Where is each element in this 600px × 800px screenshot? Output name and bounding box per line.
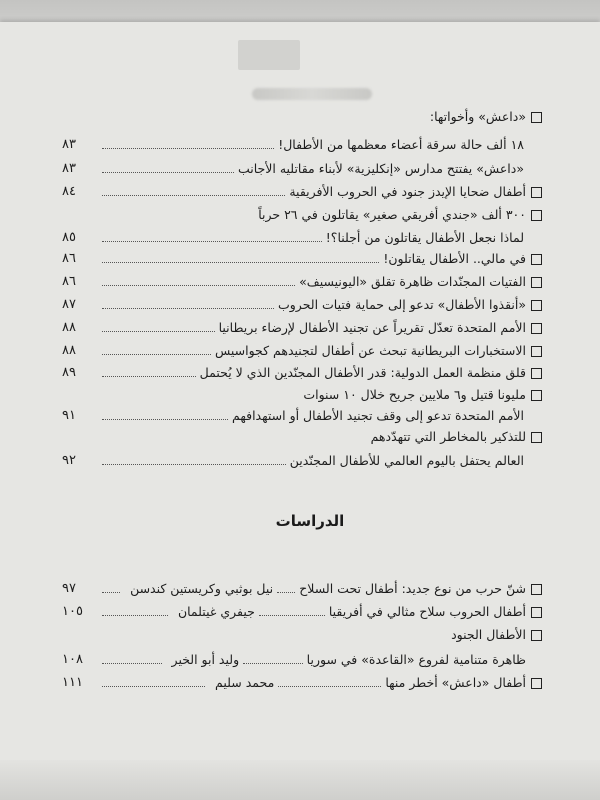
- page-number: ٨٥: [62, 230, 76, 245]
- dotted-leader: [102, 194, 285, 196]
- dotted-leader: [102, 240, 322, 242]
- toc-main-entry: [62, 319, 542, 337]
- checkbox-icon: [531, 112, 542, 123]
- entry-title: أطفال الحروب سلاح مثالي في أفريقيا: [328, 604, 526, 619]
- toc-main-entry: [62, 407, 542, 425]
- checkbox-icon: [531, 187, 542, 198]
- dotted-leader: [278, 685, 381, 687]
- checkbox-icon: [531, 456, 542, 467]
- entry-title: الفتيات المجنّدات ظاهرة تقلق «اليونيسيف»: [299, 274, 526, 289]
- page-number: ٨٣: [62, 161, 76, 176]
- toc-study-entry: [62, 580, 542, 598]
- checkbox-icon: [531, 390, 542, 401]
- checkbox-icon: [531, 607, 542, 618]
- dotted-leader: [277, 591, 295, 593]
- dotted-leader: [102, 147, 274, 149]
- toc-main-entry: [62, 136, 542, 154]
- checkbox-icon: [531, 210, 542, 221]
- dotted-leader: [243, 662, 303, 664]
- dotted-leader: [102, 330, 215, 332]
- page-number: ٨٩: [62, 365, 76, 380]
- dotted-leader: [259, 614, 325, 616]
- dotted-leader: [102, 375, 196, 377]
- toc-main-entry: [62, 183, 542, 201]
- toc-study-entry: [62, 674, 542, 692]
- entry-title: أطفال ضحايا الإيدز جنود في الحروب الأفريقية: [289, 184, 526, 199]
- bleed-through-heading: [252, 88, 372, 100]
- page-number: ٩١: [62, 408, 76, 423]
- dotted-leader: [102, 171, 234, 173]
- page-number: ٨٦: [62, 274, 76, 289]
- entry-title: ١٨ ألف حالة سرقة أعضاء معظمها من الأطفال!: [278, 137, 524, 152]
- entry-author: وليد أبو الخير: [171, 652, 240, 667]
- checkbox-icon: [531, 432, 542, 443]
- toc-main-entry: [62, 428, 542, 446]
- page-number: ٨٣: [62, 137, 76, 152]
- entry-title: للتذكير بالمخاطر التي تتهدّدهم: [370, 429, 526, 444]
- page-number: ٨٤: [62, 184, 76, 199]
- page-number: ٨٨: [62, 343, 76, 358]
- toc-main-entry: [62, 160, 542, 178]
- dotted-leader: [102, 463, 286, 465]
- entry-title: ٣٠٠ ألف «جندي أفريقي صغير» يقاتلون في ٢٦ حرباً: [258, 207, 526, 222]
- page-number: ٩٢: [62, 453, 76, 468]
- bleed-through-box: [238, 40, 300, 70]
- checkbox-icon: [531, 300, 542, 311]
- toc-study-entry: [62, 651, 542, 669]
- entry-title: «أنقذوا الأطفال» تدعو إلى حماية فتيات الحروب: [278, 297, 526, 312]
- checkbox-icon: [531, 277, 542, 288]
- checkbox-icon: [531, 678, 542, 689]
- page-number: ٨٦: [62, 251, 76, 266]
- toc-main-entry: [62, 452, 542, 470]
- page-number: ٨٨: [62, 320, 76, 335]
- entry-title: «داعش» وأخواتها:: [429, 109, 526, 124]
- checkbox-icon: [531, 411, 542, 422]
- dotted-leader: [102, 591, 120, 593]
- page-bottom-shadow: [0, 760, 600, 800]
- checkbox-icon: [531, 368, 542, 379]
- entry-title: الأطفال الجنود: [451, 627, 526, 642]
- entry-title: ظاهرة متنامية لفروع «القاعدة» في سوريا: [306, 652, 526, 667]
- dotted-leader: [102, 353, 211, 355]
- page-number: ١١١: [61, 675, 83, 690]
- entry-title: شنّ حرب من نوع جديد: أطفال تحت السلاح: [299, 581, 526, 596]
- entry-title: الأمم المتحدة تدعو إلى وقف تجنيد الأطفال أو استهدافهم: [232, 408, 524, 423]
- toc-study-entry: [62, 603, 542, 621]
- dotted-leader: [102, 685, 205, 687]
- checkbox-icon: [531, 254, 542, 265]
- entry-title: لماذا نجعل الأطفال يقاتلون من أجلنا؟!: [325, 230, 524, 245]
- checkbox-icon: [531, 655, 542, 666]
- entry-title: قلق منظمة العمل الدولية: قدر الأطفال المجنّدين الذي لا يُحتمل: [199, 365, 526, 380]
- dotted-leader: [102, 614, 168, 616]
- toc-main-entry: [62, 364, 542, 382]
- toc-main-entry: [62, 229, 542, 247]
- page-number: ١٠٥: [61, 604, 83, 619]
- toc-main-entry: [62, 273, 542, 291]
- entry-author: جيفري غيتلمان: [177, 604, 255, 619]
- toc-main-entry: [62, 296, 542, 314]
- entry-author: محمد سليم: [215, 675, 275, 690]
- checkbox-icon: [531, 140, 542, 151]
- toc-main-entry: [62, 108, 542, 126]
- checkbox-icon: [531, 584, 542, 595]
- toc-study-entry: [62, 626, 542, 644]
- toc-main-entry: [62, 342, 542, 360]
- checkbox-icon: [531, 323, 542, 334]
- checkbox-icon: [531, 233, 542, 244]
- entry-title: الاستخبارات البريطانية تبحث عن أطفال لتجنيدهم كجواسيس: [214, 343, 526, 358]
- dotted-leader: [102, 261, 379, 263]
- dotted-leader: [102, 284, 295, 286]
- entry-title: العالم يحتفل باليوم العالمي للأطفال المجنّدين: [289, 453, 524, 468]
- toc-main-entry: [62, 250, 542, 268]
- page-number: ٩٧: [61, 581, 76, 596]
- page-number: ١٠٨: [62, 652, 83, 667]
- entry-author: نيل بوثبي وكريستين كندسن: [130, 581, 274, 596]
- section-heading: الدراسات: [275, 512, 345, 530]
- dotted-leader: [102, 307, 274, 309]
- checkbox-icon: [531, 164, 542, 175]
- dotted-leader: [102, 418, 228, 420]
- entry-title: في مالي.. الأطفال يقاتلون!: [383, 251, 526, 266]
- checkbox-icon: [531, 346, 542, 357]
- entry-title: مليونا قتيل و٦ ملايين جريح خلال ١٠ سنوات: [303, 387, 526, 402]
- toc-main-entry: [62, 206, 542, 224]
- checkbox-icon: [531, 630, 542, 641]
- dotted-leader: [102, 662, 162, 664]
- toc-main-entry: [62, 386, 542, 404]
- entry-title: «داعش» يفتتح مدارس «إنكليزية» لأبناء مقاتليه الأجانب: [237, 161, 524, 176]
- entry-title: الأمم المتحدة تعدّل تقريراً عن تجنيد الأطفال لإرضاء بريطانيا: [218, 320, 526, 335]
- entry-title: أطفال «داعش» أخطر منها: [385, 675, 526, 690]
- page-number: ٨٧: [62, 297, 76, 312]
